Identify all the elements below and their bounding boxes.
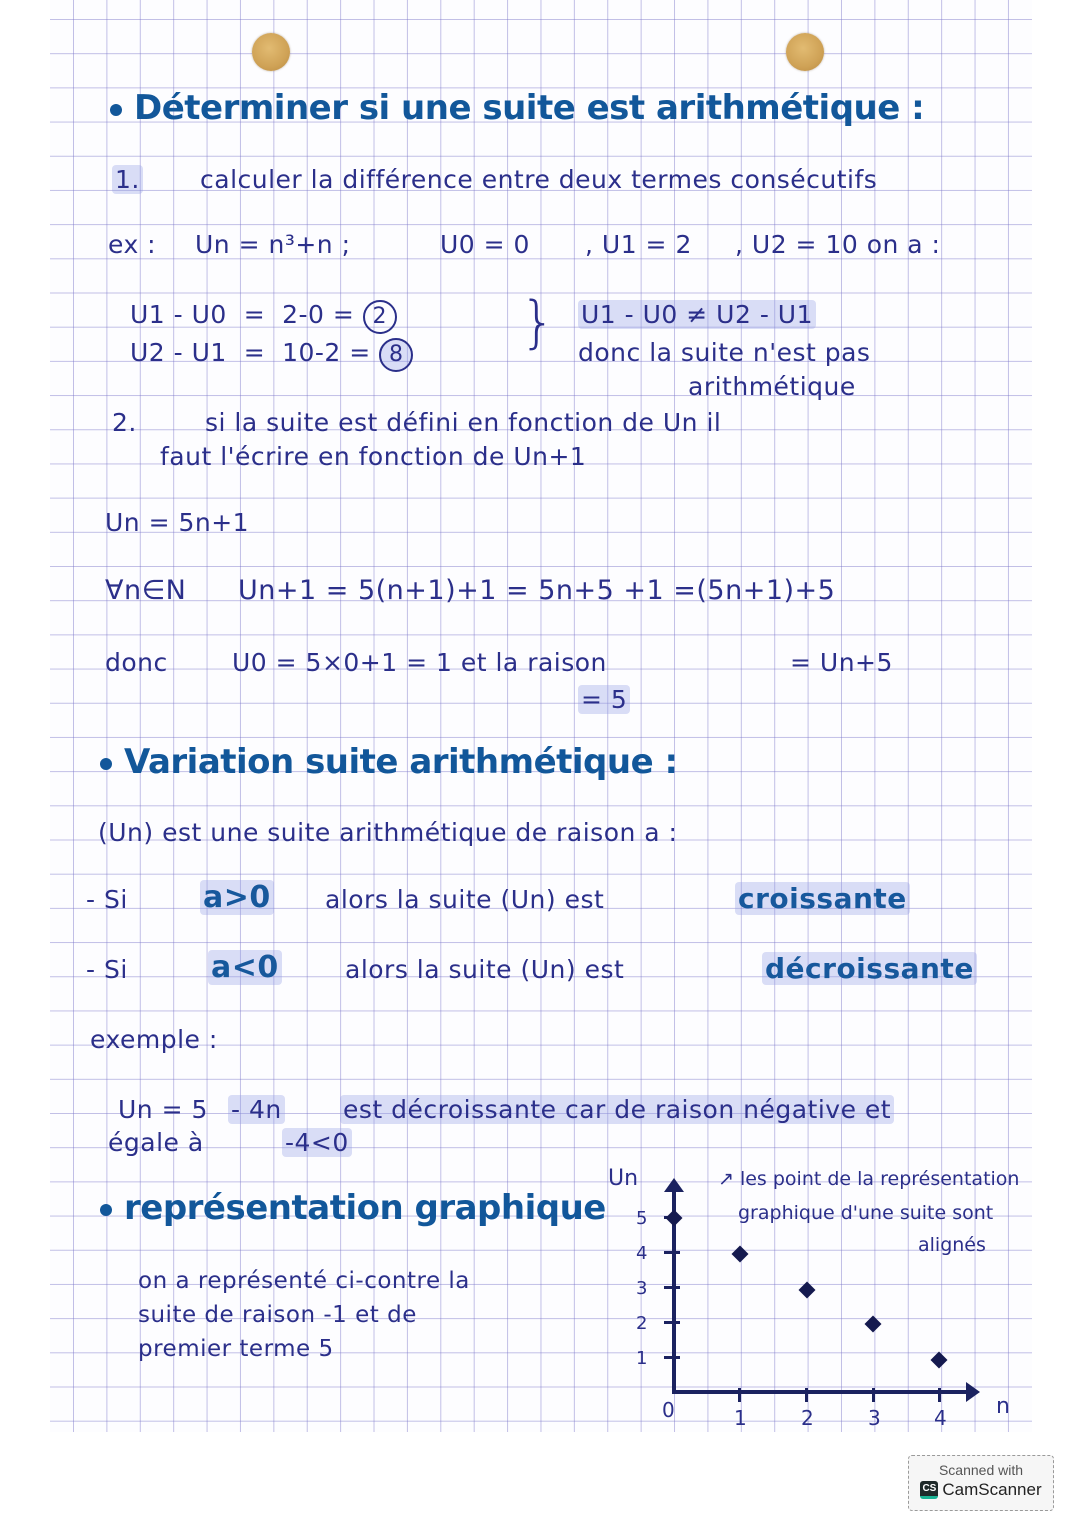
example-explanation: est décroissante car de raison négative et <box>340 1095 894 1124</box>
heading-graphical: représentation graphique <box>100 1188 606 1228</box>
conclusion-line-1: U1 - U0 ≠ U2 - U1 <box>578 300 816 329</box>
data-point <box>865 1316 882 1333</box>
example-def-b: - 4n <box>228 1095 285 1124</box>
example2-donc: donc <box>105 648 168 677</box>
example2-definition: Un = 5n+1 <box>105 508 250 537</box>
y-tick-label: 4 <box>636 1243 648 1264</box>
x-tick-label: 2 <box>801 1406 814 1430</box>
rule-1-text: alors la suite (Un) est <box>325 885 605 914</box>
heading-arithmetic-check: Déterminer si une suite est arithmétique : <box>110 88 924 128</box>
y-tick-label: 5 <box>636 1208 648 1229</box>
diff-line-2: U2 - U1 = 10-2 = 8 <box>130 338 413 372</box>
y-tick-label: 1 <box>636 1348 648 1369</box>
x-axis-arrow-icon <box>966 1382 980 1402</box>
x-tick-label: 0 <box>662 1398 675 1422</box>
x-tick <box>738 1388 741 1402</box>
rule-1-dash: - Si <box>86 885 128 914</box>
watermark-line-2: CS CamScanner <box>909 1480 1053 1500</box>
graph-text-3: premier terme 5 <box>138 1336 334 1362</box>
variation-intro: (Un) est une suite arithmétique de raison a : <box>98 818 678 847</box>
camscanner-watermark <box>908 1455 1054 1511</box>
data-point <box>931 1352 948 1369</box>
data-point <box>666 1210 683 1227</box>
circled-result: 2 <box>363 300 397 334</box>
chart-annotation-3: alignés <box>918 1234 986 1256</box>
y-tick <box>664 1321 680 1324</box>
conclusion-line-3: arithmétique <box>688 372 856 401</box>
example-def-a: Un = 5 <box>118 1095 208 1124</box>
example2-forall: ∀n∈N <box>105 575 187 606</box>
chart-annotation-1: ↗ les point de la représentation <box>718 1168 1020 1190</box>
example-label: ex : <box>108 230 157 259</box>
camscanner-logo-icon: CS <box>920 1481 938 1499</box>
example-u2: , U2 = 10 on a : <box>735 230 941 259</box>
y-tick <box>664 1286 680 1289</box>
example-u1: , U1 = 2 <box>585 230 692 259</box>
step-2-line-1: si la suite est défini en fonction de Un il <box>205 408 722 437</box>
data-point <box>732 1246 749 1263</box>
y-axis-arrow-icon <box>664 1178 684 1192</box>
rule-2-condition: a<0 <box>208 950 282 985</box>
example-definition: Un = n³+n ; <box>195 230 351 259</box>
x-axis-label: n <box>996 1394 1010 1419</box>
example2-un-plus-5: = Un+5 <box>790 648 893 677</box>
data-point <box>799 1282 816 1299</box>
y-tick <box>664 1251 680 1254</box>
sequence-chart <box>600 1160 1040 1440</box>
x-tick <box>872 1388 875 1402</box>
watermark-line-1: Scanned with <box>938 1462 1024 1478</box>
rule-2-result: décroissante <box>762 952 977 985</box>
example2-recurrence: Un+1 = 5(n+1)+1 = 5n+5 +1 =(5n+1)+5 <box>238 575 836 606</box>
rule-2-dash: - Si <box>86 955 128 984</box>
step-2-number: 2. <box>112 408 137 437</box>
rule-1-result: croissante <box>735 882 910 915</box>
graph-text-2: suite de raison -1 et de <box>138 1302 417 1328</box>
circled-result: 8 <box>379 338 413 372</box>
rule-2-text: alors la suite (Un) est <box>345 955 625 984</box>
example-heading: exemple : <box>90 1025 218 1054</box>
bullet-icon <box>100 1204 112 1216</box>
diff-line-1: U1 - U0 = 2-0 = 2 <box>130 300 397 334</box>
heading-variation: Variation suite arithmétique : <box>100 742 678 782</box>
example2-raison: = 5 <box>578 685 630 714</box>
y-tick <box>664 1356 680 1359</box>
x-tick-label: 1 <box>734 1406 747 1430</box>
example-equal-to: égale à <box>108 1128 204 1157</box>
example-negative: -4<0 <box>282 1128 352 1157</box>
x-tick <box>805 1388 808 1402</box>
example2-u0: U0 = 5×0+1 = 1 et la raison <box>232 648 607 677</box>
punch-hole-right <box>786 33 824 71</box>
step-1-text: calculer la différence entre deux termes consécutifs <box>200 165 878 194</box>
x-tick-label: 4 <box>934 1406 947 1430</box>
brace: } <box>520 290 556 355</box>
graph-text-1: on a représenté ci-contre la <box>138 1268 470 1294</box>
y-tick-label: 2 <box>636 1313 648 1334</box>
y-axis-label: Un <box>608 1166 639 1191</box>
example-u0: U0 = 0 <box>440 230 530 259</box>
x-axis <box>672 1390 968 1394</box>
rule-1-condition: a>0 <box>200 880 274 915</box>
chart-annotation-2: graphique d'une suite sont <box>738 1202 994 1224</box>
x-tick <box>938 1388 941 1402</box>
x-tick-label: 3 <box>868 1406 881 1430</box>
punch-hole-left <box>252 33 290 71</box>
step-2-line-2: faut l'écrire en fonction de Un+1 <box>160 442 587 471</box>
y-tick-label: 3 <box>636 1278 648 1299</box>
bullet-icon <box>110 104 122 116</box>
bullet-icon <box>100 758 112 770</box>
conclusion-line-2: donc la suite n'est pas <box>578 338 871 367</box>
step-1-number: 1. <box>112 165 143 194</box>
